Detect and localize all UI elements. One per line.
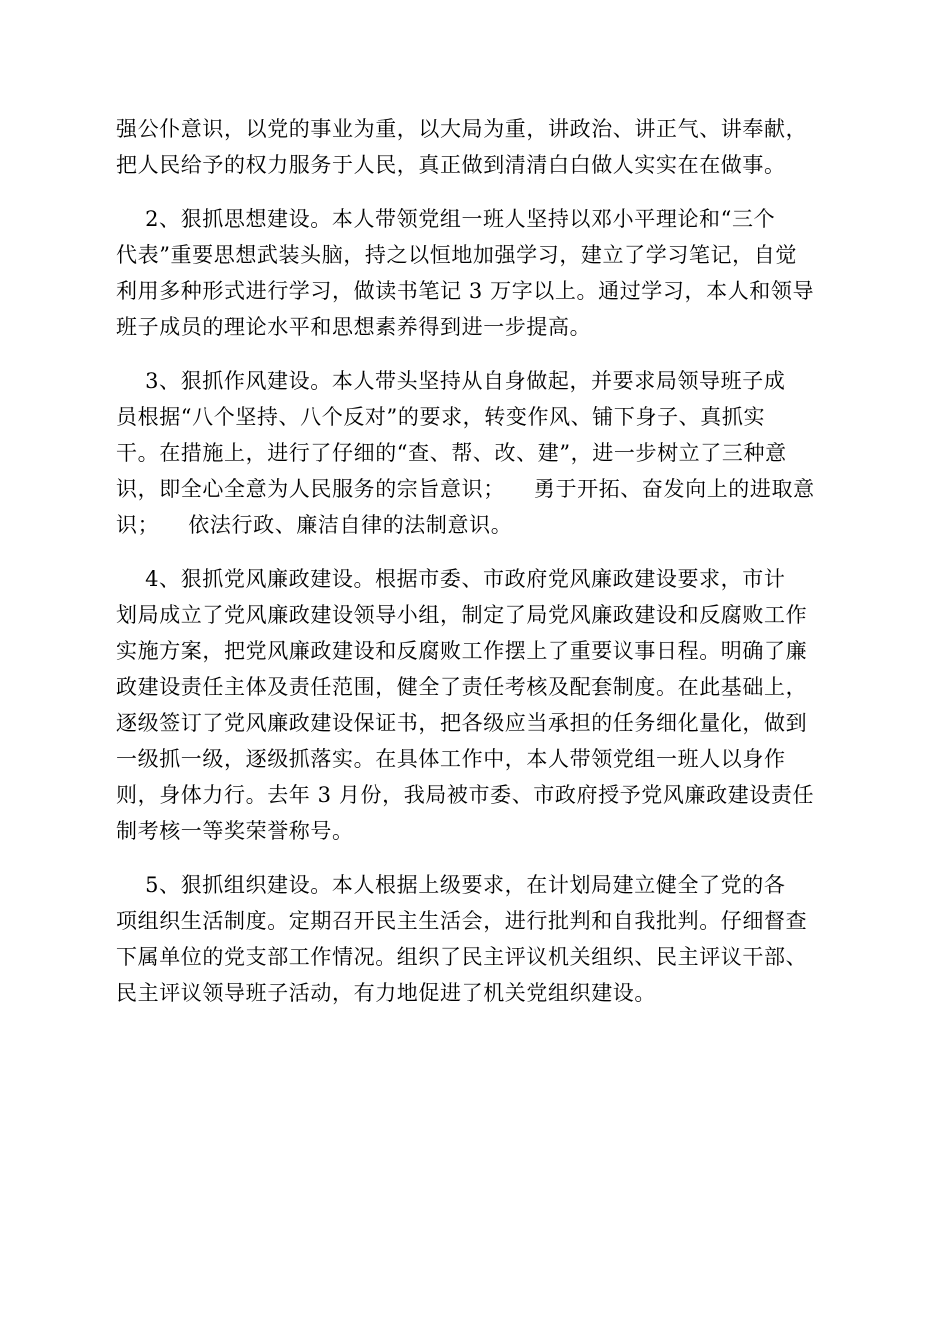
paragraph-line: 代表”重要思想武装头脑，持之以恒地加强学习，建立了学习笔记，自觉 [116, 243, 797, 267]
paragraph-line: 利用多种形式进行学习，做读书笔记 3 万字以上。通过学习，本人和领导 [116, 279, 815, 303]
paragraph-line: 5、狠抓组织建设。本人根据上级要求，在计划局建立健全了党的各 [116, 873, 786, 897]
paragraph-line: 逐级签订了党风廉政建设保证书，把各级应当承担的任务细化量化，做到 [116, 711, 808, 735]
paragraph-line: 员根据“八个坚持、八个反对”的要求，转变作风、铺下身子、真抓实 [116, 405, 766, 429]
paragraph-line: 干。在措施上，进行了仔细的“查、帮、改、建”，进一步树立了三种意 [116, 441, 787, 465]
paragraph-line: 一级抓一级，逐级抓落实。在具体工作中，本人带领党组一班人以身作 [116, 747, 786, 771]
paragraph-line: 项组织生活制度。定期召开民主生活会，进行批判和自我批判。仔细督查 [116, 909, 808, 933]
paragraph-line: 下属单位的党支部工作情况。组织了民主评议机关组织、民主评议干部、 [116, 945, 808, 969]
document-body [116, 111, 832, 1029]
paragraph-line: 则，身体力行。去年 3 月份，我局被市委、市政府授予党风廉政建设责任 [116, 783, 815, 807]
paragraph-style-building [116, 363, 832, 543]
paragraph-line: 3、狠抓作风建设。本人带头坚持从自身做起，并要求局领导班子成 [116, 369, 786, 393]
paragraph-line: 划局成立了党风廉政建设领导小组，制定了局党风廉政建设和反腐败工作 [116, 603, 808, 627]
paragraph-thought-building [116, 201, 832, 345]
paragraph-line: 政建设责任主体及责任范围，健全了责任考核及配套制度。在此基础上， [116, 675, 808, 699]
paragraph-line: 班子成员的理论水平和思想素养得到进一步提高。 [116, 315, 592, 339]
paragraph-line: 识，即全心全意为人民服务的宗旨意识； 勇于开拓、奋发向上的进取意 [116, 477, 815, 501]
paragraph-line: 2、狠抓思想建设。本人带领党组一班人坚持以邓小平理论和“三个 [116, 207, 776, 231]
paragraph-line: 把人民给予的权力服务于人民，真正做到清清白白做人实实在在做事。 [116, 153, 786, 177]
paragraph-line: 4、狠抓党风廉政建设。根据市委、市政府党风廉政建设要求，市计 [116, 567, 786, 591]
paragraph-intro [116, 111, 832, 183]
paragraph-line: 制考核一等奖荣誉称号。 [116, 819, 354, 843]
paragraph-line: 民主评议领导班子活动，有力地促进了机关党组织建设。 [116, 981, 656, 1005]
paragraph-organization-building [116, 867, 832, 1011]
paragraph-line: 识； 依法行政、廉洁自律的法制意识。 [116, 513, 513, 537]
paragraph-integrity-building [116, 561, 832, 849]
paragraph-line: 实施方案，把党风廉政建设和反腐败工作摆上了重要议事日程。明确了廉 [116, 639, 808, 663]
paragraph-line: 强公仆意识，以党的事业为重，以大局为重，讲政治、讲正气、讲奉献， [116, 117, 808, 141]
